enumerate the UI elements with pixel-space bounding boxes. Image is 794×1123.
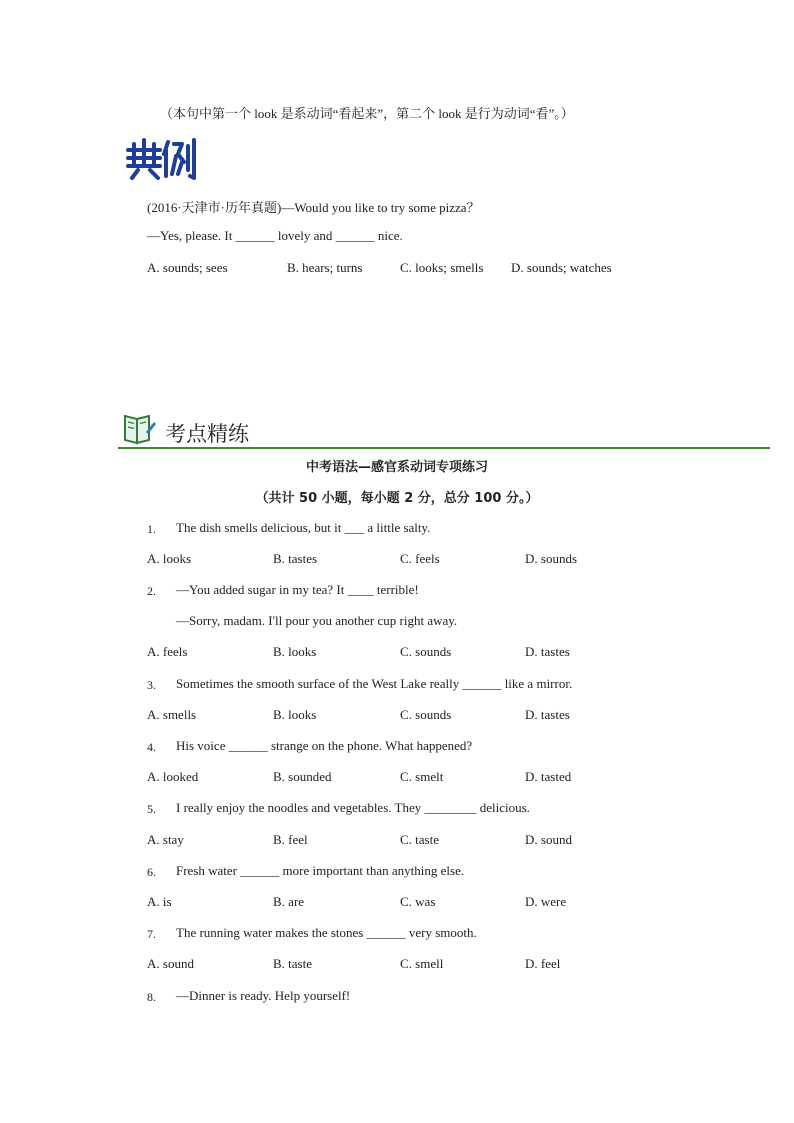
question-number: 7.	[147, 927, 156, 941]
option-a[interactable]: A. looked	[147, 769, 199, 784]
question-number: 4.	[147, 740, 156, 754]
option-d[interactable]: D. feel	[525, 956, 561, 971]
example-option-d[interactable]: D. sounds; watches	[511, 260, 612, 275]
question-stem: Sometimes the smooth surface of the West Lake really ______ like a mirror.	[176, 676, 573, 691]
question-number: 3.	[147, 678, 156, 692]
question-stem: —You added sugar in my tea? It ____ terrible!	[176, 582, 419, 597]
question-number: 8.	[147, 990, 156, 1004]
practice-subtitle: （共计 50 小题，每小题 2 分，总分 100 分。）	[255, 491, 539, 506]
option-a[interactable]: A. looks	[147, 551, 192, 566]
option-a[interactable]: A. feels	[147, 644, 188, 659]
option-b[interactable]: B. sounded	[273, 769, 332, 784]
example-logo	[124, 136, 196, 180]
example-question: (2016·天津市·历年真题)—Would you like to try some pizza？	[147, 200, 480, 215]
explanation-note: （本句中第一个 look 是系动词“看起来”，第二个 look 是行为动词“看”。）	[160, 106, 574, 121]
question-stem: I really enjoy the noodles and vegetables. They ________ delicious.	[176, 800, 530, 815]
option-c[interactable]: C. was	[400, 894, 436, 909]
option-b[interactable]: B. taste	[273, 956, 312, 971]
option-a[interactable]: A. smells	[147, 707, 197, 722]
option-d[interactable]: D. tastes	[525, 644, 570, 659]
example-answer-line: —Yes, please. It ______ lovely and ______ nice.	[147, 228, 403, 243]
option-a[interactable]: A. sound	[147, 956, 194, 971]
question-number: 1.	[147, 522, 156, 536]
question-stem: Fresh water ______ more important than anything else.	[176, 863, 465, 878]
example-option-b[interactable]: B. hears; turns	[287, 260, 363, 275]
example-option-c[interactable]: C. looks; smells	[400, 260, 484, 275]
question-number: 6.	[147, 865, 156, 879]
option-c[interactable]: C. smelt	[400, 769, 444, 784]
option-c[interactable]: C. smell	[400, 956, 444, 971]
option-b[interactable]: B. are	[273, 894, 305, 909]
option-d[interactable]: D. were	[525, 894, 567, 909]
section-title: 考点精练	[165, 422, 249, 446]
question-stem: His voice ______ strange on the phone. What happened?	[176, 738, 473, 753]
option-c[interactable]: C. sounds	[400, 707, 452, 722]
practice-title: 中考语法—感官系动词专项练习	[305, 460, 488, 475]
option-b[interactable]: B. feel	[273, 832, 308, 847]
option-b[interactable]: B. looks	[273, 644, 317, 659]
question-stem: The dish smells delicious, but it ___ a little salty.	[176, 520, 431, 535]
option-c[interactable]: C. taste	[400, 832, 439, 847]
option-d[interactable]: D. tasted	[525, 769, 572, 784]
section-divider	[118, 447, 770, 449]
question-number: 2.	[147, 584, 156, 598]
question-stem-line2: —Sorry, madam. I'll pour you another cup right away.	[176, 613, 458, 628]
book-icon	[122, 410, 156, 446]
option-b[interactable]: B. tastes	[273, 551, 318, 566]
example-option-a[interactable]: A. sounds; sees	[147, 260, 228, 275]
option-b[interactable]: B. looks	[273, 707, 317, 722]
example-logo-icon	[124, 136, 196, 180]
option-d[interactable]: D. sound	[525, 832, 572, 847]
option-a[interactable]: A. stay	[147, 832, 184, 847]
option-d[interactable]: D. tastes	[525, 707, 570, 722]
option-a[interactable]: A. is	[147, 894, 172, 909]
option-c[interactable]: C. sounds	[400, 644, 452, 659]
question-stem: The running water makes the stones ______ very smooth.	[176, 925, 477, 940]
question-number: 5.	[147, 802, 156, 816]
question-stem: —Dinner is ready. Help yourself!	[176, 988, 351, 1003]
option-d[interactable]: D. sounds	[525, 551, 578, 566]
option-c[interactable]: C. feels	[400, 551, 440, 566]
